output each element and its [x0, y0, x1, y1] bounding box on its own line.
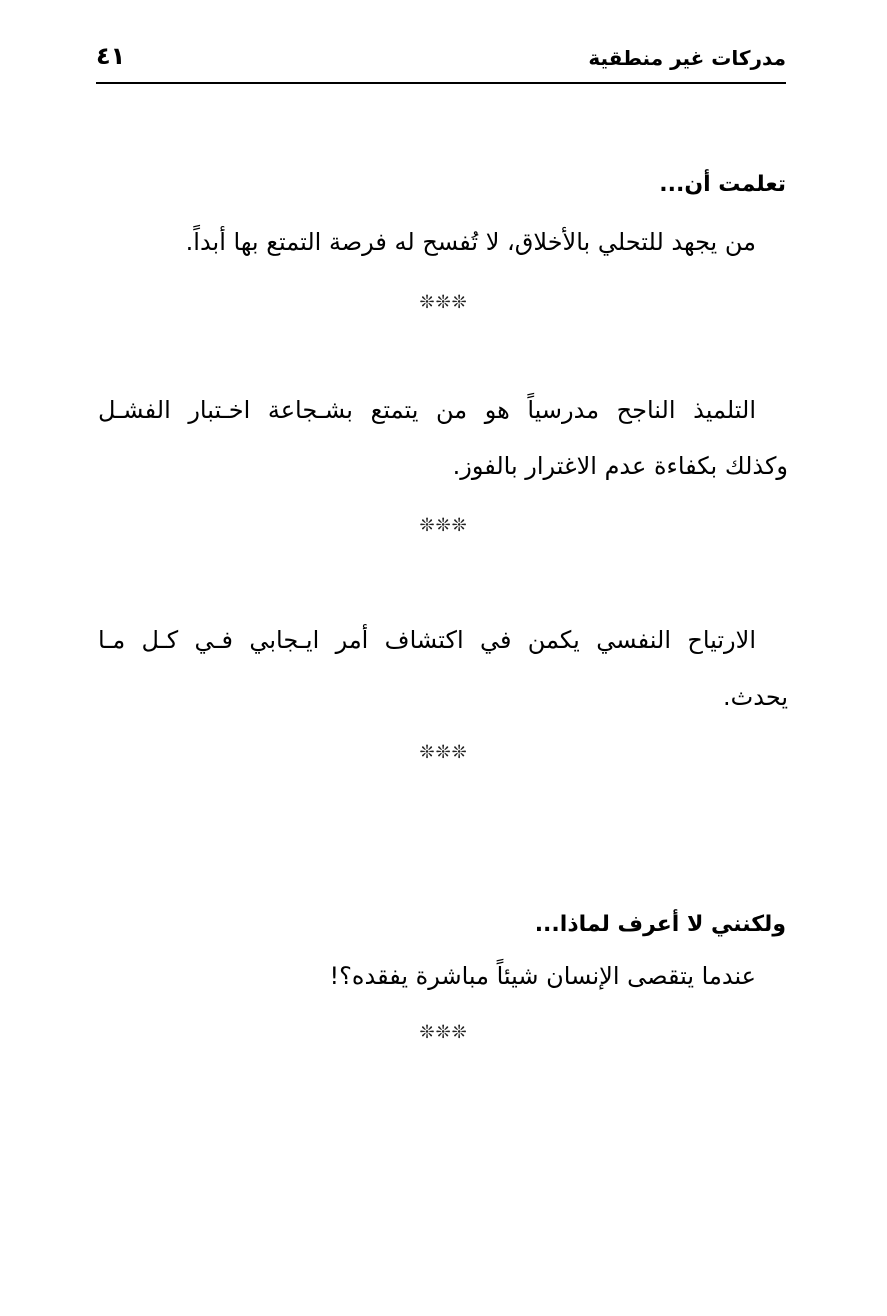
paragraph-line: الارتياح النفسي يكمن في اكتشاف أمر ايـجابي فـي كـل مـا [98, 626, 756, 654]
paragraph-line: التلميذ الناجح مدرسياً هو من يتمتع بشـجاعة اخـتبار الفشـل [98, 396, 756, 424]
book-title: مدركات غير منطقية [588, 46, 786, 70]
running-header [96, 40, 786, 84]
paragraph-line: يحدث. [723, 683, 788, 711]
section-heading-dont-know: ولكنني لا أعرف لماذا... [534, 912, 786, 937]
paragraph-line: من يجهد للتحلي بالأخلاق، لا تُفسح له فرصة التمتع بها أبداً. [185, 228, 756, 256]
section-separator: ❊❊❊ [419, 742, 468, 763]
section-separator: ❊❊❊ [419, 1022, 468, 1043]
section-heading-learned: تعلمت أن... [659, 172, 786, 197]
paragraph-line: وكذلك بكفاءة عدم الاغترار بالفوز. [452, 452, 788, 480]
paragraph-line: عندما يتقصى الإنسان شيئاً مباشرة يفقده؟! [329, 962, 756, 990]
page-number: ٤١ [96, 42, 126, 70]
section-separator: ❊❊❊ [419, 292, 468, 313]
section-separator: ❊❊❊ [419, 515, 468, 536]
